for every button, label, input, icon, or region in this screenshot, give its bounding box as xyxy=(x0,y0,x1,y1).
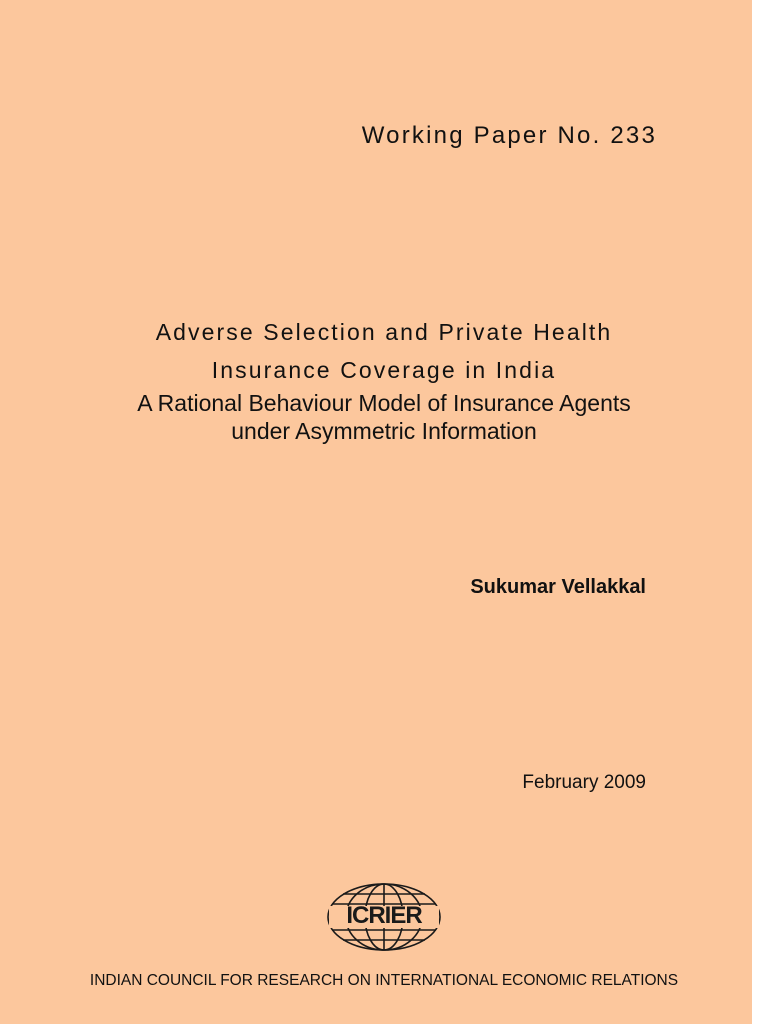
subtitle-line-1: A Rational Behaviour Model of Insurance Agents xyxy=(137,390,631,416)
logo-text: ICRIER xyxy=(346,902,422,929)
publication-date: February 2009 xyxy=(522,772,646,793)
icrier-logo xyxy=(325,882,443,952)
working-paper-number: Working Paper No. 233 xyxy=(361,122,657,149)
title-line-1: Adverse Selection and Private Health xyxy=(155,319,613,345)
title-line-2: Insurance Coverage in India xyxy=(211,357,557,383)
title-block xyxy=(0,313,768,445)
page-margin-strip xyxy=(752,0,768,1024)
organization-name: INDIAN COUNCIL FOR RESEARCH ON INTERNATIONAL ECONOMIC RELATIONS xyxy=(89,972,679,989)
author-name: Sukumar Vellakkal xyxy=(470,576,646,598)
subtitle-line-2: under Asymmetric Information xyxy=(231,418,537,444)
